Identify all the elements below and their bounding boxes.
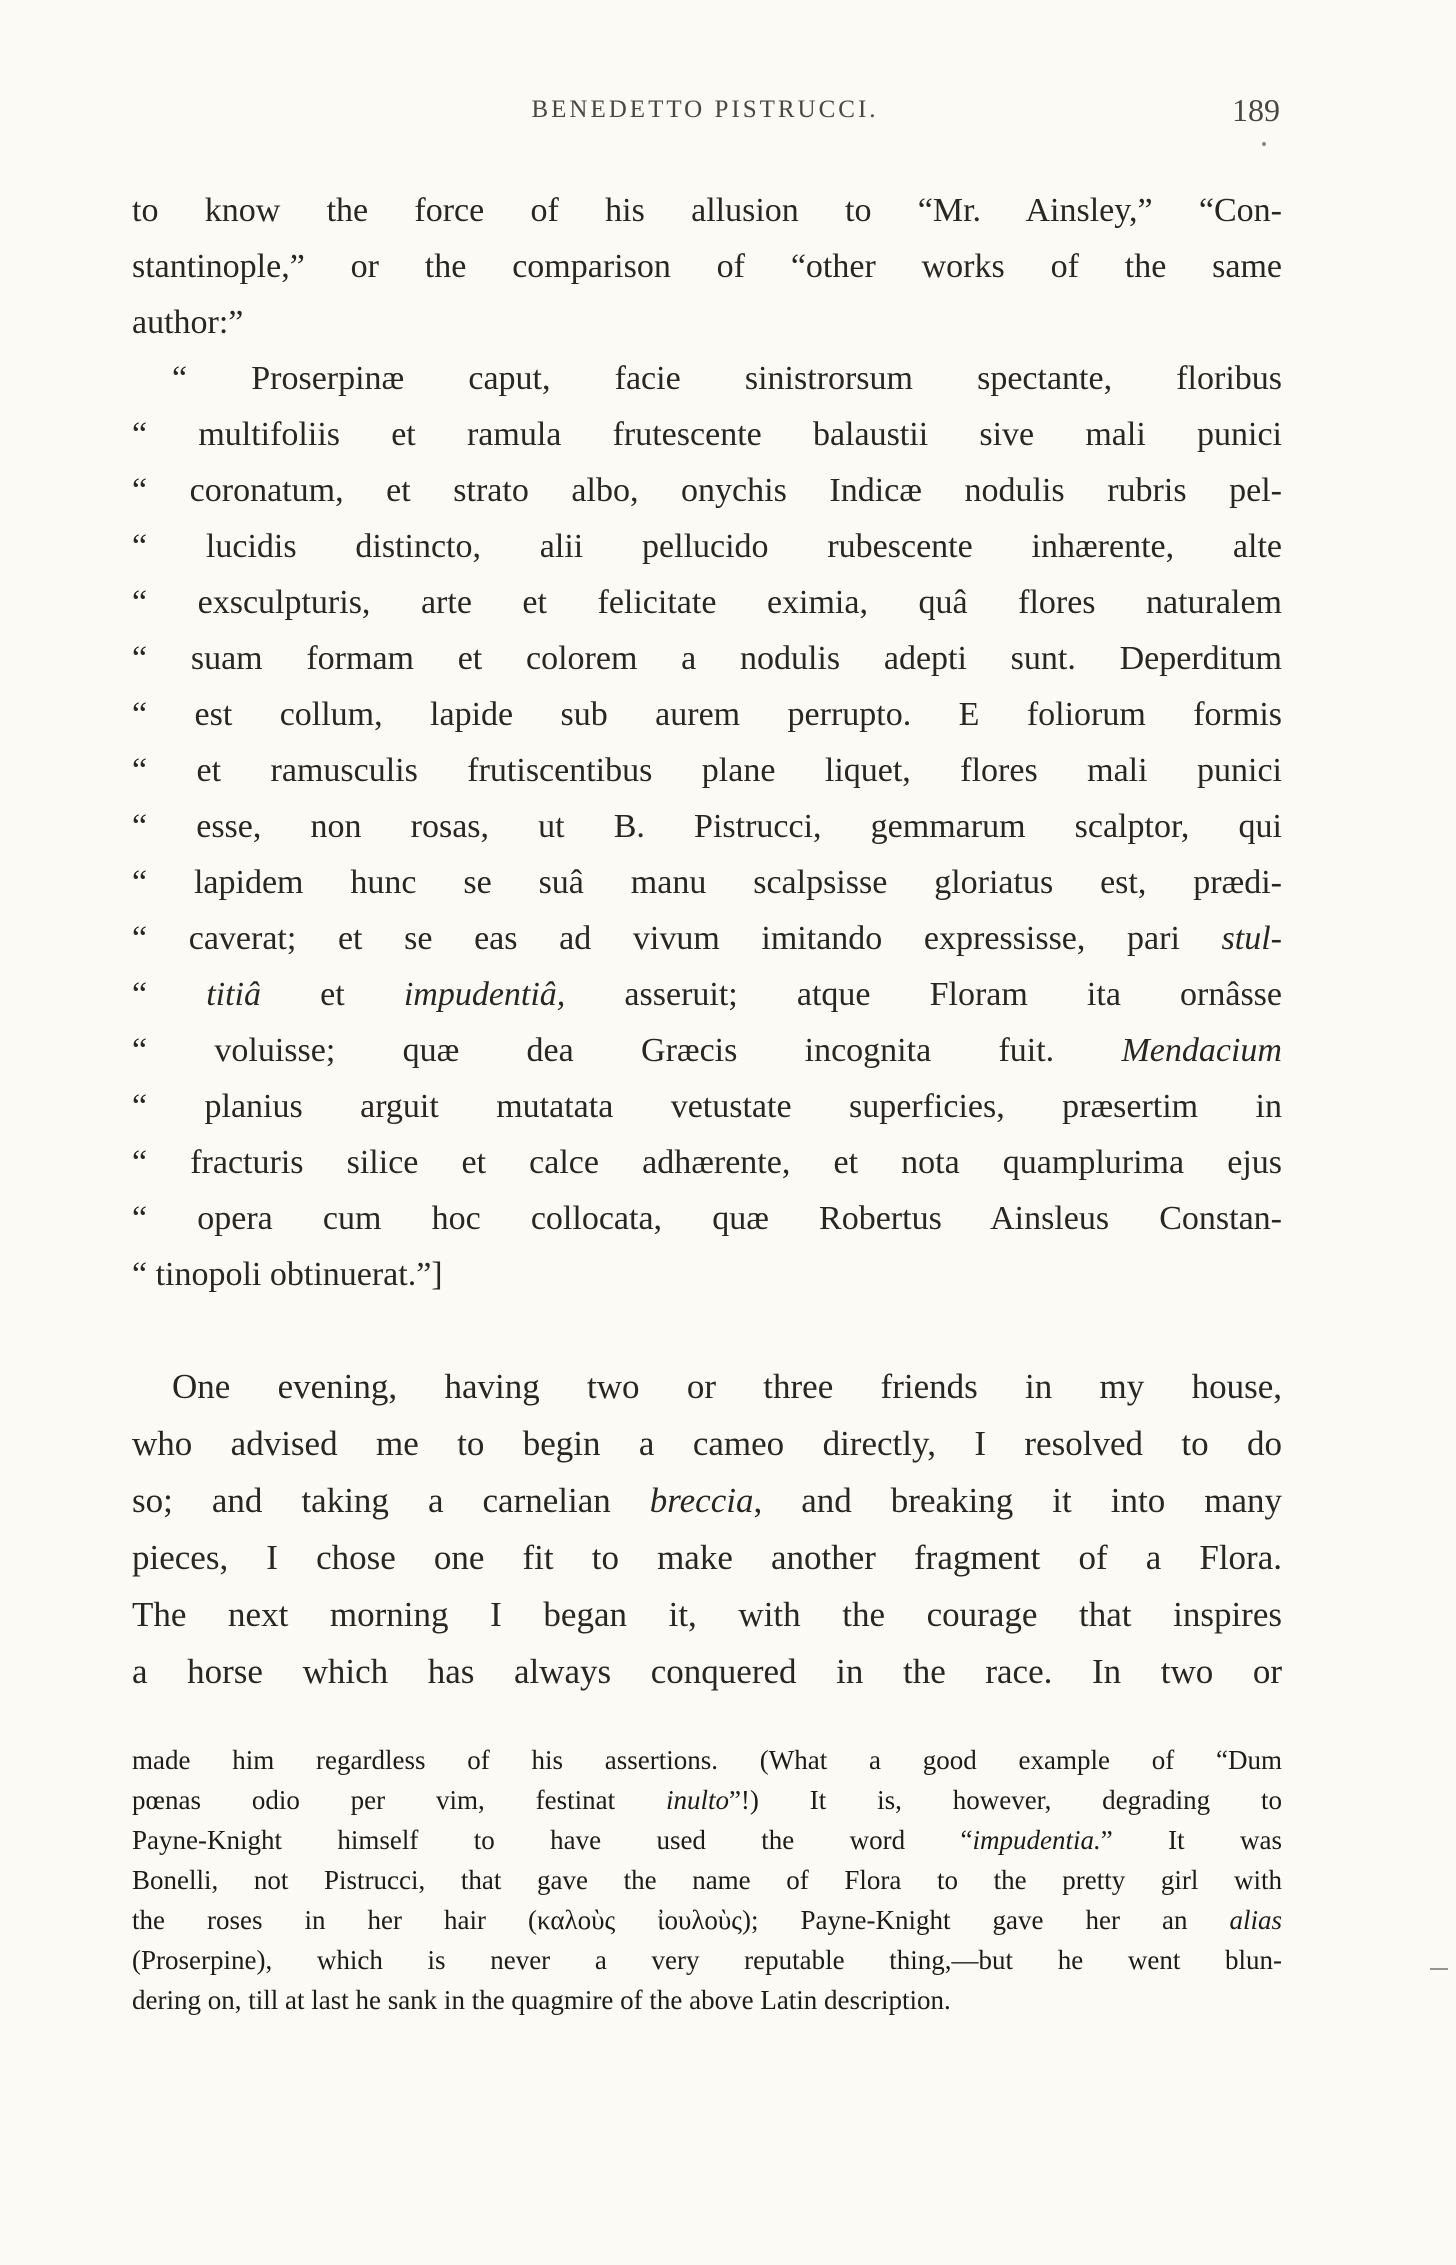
text-span: the roses in her hair (καλοὺς ἰουλοὺς); Payne-Knight gave her an bbox=[132, 1905, 1188, 1935]
text-line: pieces, I chose one fit to make another fragment of a Flora. bbox=[132, 1538, 1282, 1577]
footnote-line: made him regardless of his assertions. (What a good example of “Dum bbox=[132, 1745, 1282, 1775]
footnote-line bbox=[132, 1820, 1282, 1860]
body-paragraph bbox=[132, 1358, 1282, 1700]
text-line: “ lapidem hunc se suâ manu scalpsisse gloriatus est, prædi- bbox=[132, 864, 1282, 901]
footnote bbox=[132, 1740, 1282, 2020]
text-span: asseruit; atque Floram ita ornâsse bbox=[624, 976, 1283, 1013]
text-line: “ Proserpinæ caput, facie sinistrorsum spectante, floribus bbox=[172, 360, 1282, 397]
text-line: “ tinopoli obtinuerat.”] bbox=[132, 1256, 443, 1293]
italic-span: impudentia. bbox=[972, 1825, 1101, 1855]
text-line: “ exsculpturis, arte et felicitate eximia, quâ flores naturalem bbox=[132, 584, 1282, 621]
text-line: “ multifoliis et ramula frutescente balaustii sive mali punici bbox=[132, 416, 1282, 453]
text-line bbox=[132, 911, 1282, 967]
text-line: who advised me to begin a cameo directly, I resolved to do bbox=[132, 1424, 1282, 1463]
text-line: One evening, having two or three friends in my house, bbox=[172, 1367, 1282, 1406]
italic-span: titiâ bbox=[206, 976, 262, 1013]
text-span: “ bbox=[132, 976, 148, 1013]
text-line: “ opera cum hoc collocata, quæ Robertus Ainsleus Constan- bbox=[132, 1200, 1282, 1237]
text-line: The next morning I began it, with the courage that inspires bbox=[132, 1595, 1282, 1634]
text-line: to know the force of his allusion to “Mr. Ainsley,” “Con- bbox=[132, 192, 1282, 229]
text-line: “ est collum, lapide sub aurem perrupto. E foliorum formis bbox=[132, 696, 1282, 733]
text-line: “ coronatum, et strato albo, onychis Indicæ nodulis rubris pel- bbox=[132, 472, 1282, 509]
text-line bbox=[132, 967, 1282, 1023]
footnote-line bbox=[132, 1900, 1282, 1940]
running-head bbox=[130, 92, 1280, 132]
text-line: author:” bbox=[132, 304, 244, 341]
text-span: , and breaking it into many bbox=[753, 1481, 1282, 1520]
footnote-line: Bonelli, not Pistrucci, that gave the name of Flora to the pretty girl with bbox=[132, 1865, 1282, 1895]
footnote-line: dering on, till at last he sank in the quagmire of the above Latin description. bbox=[132, 1985, 951, 2015]
text-span: Payne-Knight himself to have used the word “ bbox=[132, 1825, 973, 1855]
italic-span: alias bbox=[1229, 1905, 1283, 1935]
text-span: pœnas odio per vim, festinat bbox=[132, 1785, 616, 1815]
text-line bbox=[132, 1023, 1282, 1079]
text-line: “ esse, non rosas, ut B. Pistrucci, gemmarum scalptor, qui bbox=[132, 808, 1282, 845]
italic-span: breccia bbox=[649, 1481, 754, 1520]
margin-mark bbox=[1430, 1968, 1448, 1970]
text-span: “ voluisse; quæ dea Græcis incognita fuit. bbox=[132, 1032, 1055, 1069]
italic-span: stul- bbox=[1221, 920, 1282, 957]
text-line bbox=[132, 1472, 1282, 1529]
text-line: “ lucidis distincto, alii pellucido rubescente inhærente, alte bbox=[132, 528, 1282, 565]
text-span: so; and taking a carnelian bbox=[132, 1481, 611, 1520]
running-title: BENEDETTO PISTRUCCI. bbox=[531, 96, 879, 123]
footnote-line: (Proserpine), which is never a very reputable thing,—but he went blun- bbox=[132, 1945, 1282, 1975]
text-line: “ et ramusculis frutiscentibus plane liquet, flores mali punici bbox=[132, 752, 1282, 789]
italic-span: inulto bbox=[665, 1785, 729, 1815]
print-speck bbox=[1262, 142, 1266, 146]
text-line: “ suam formam et colorem a nodulis adepti sunt. Deperditum bbox=[132, 640, 1282, 677]
latin-quotation bbox=[132, 183, 1282, 1303]
text-line: a horse which has always conquered in the race. In two or bbox=[132, 1652, 1282, 1691]
italic-span: impudentiâ, bbox=[403, 976, 566, 1013]
footnote-line bbox=[132, 1780, 1282, 1820]
text-line: “ planius arguit mutatata vetustate superficies, præsertim in bbox=[132, 1088, 1282, 1125]
text-line: stantinople,” or the comparison of “other works of the same bbox=[132, 248, 1282, 285]
page-number: 189 bbox=[1232, 92, 1280, 128]
text-span: ”!) It is, however, degrading to bbox=[728, 1785, 1282, 1815]
text-span: ” It was bbox=[1100, 1825, 1283, 1855]
text-line: “ fracturis silice et calce adhærente, et nota quamplurima ejus bbox=[132, 1144, 1282, 1181]
text-span: et bbox=[320, 976, 345, 1013]
italic-span: Mendacium bbox=[1121, 1032, 1282, 1069]
text-span: “ caverat; et se eas ad vivum imitando expressisse, pari bbox=[132, 920, 1180, 957]
